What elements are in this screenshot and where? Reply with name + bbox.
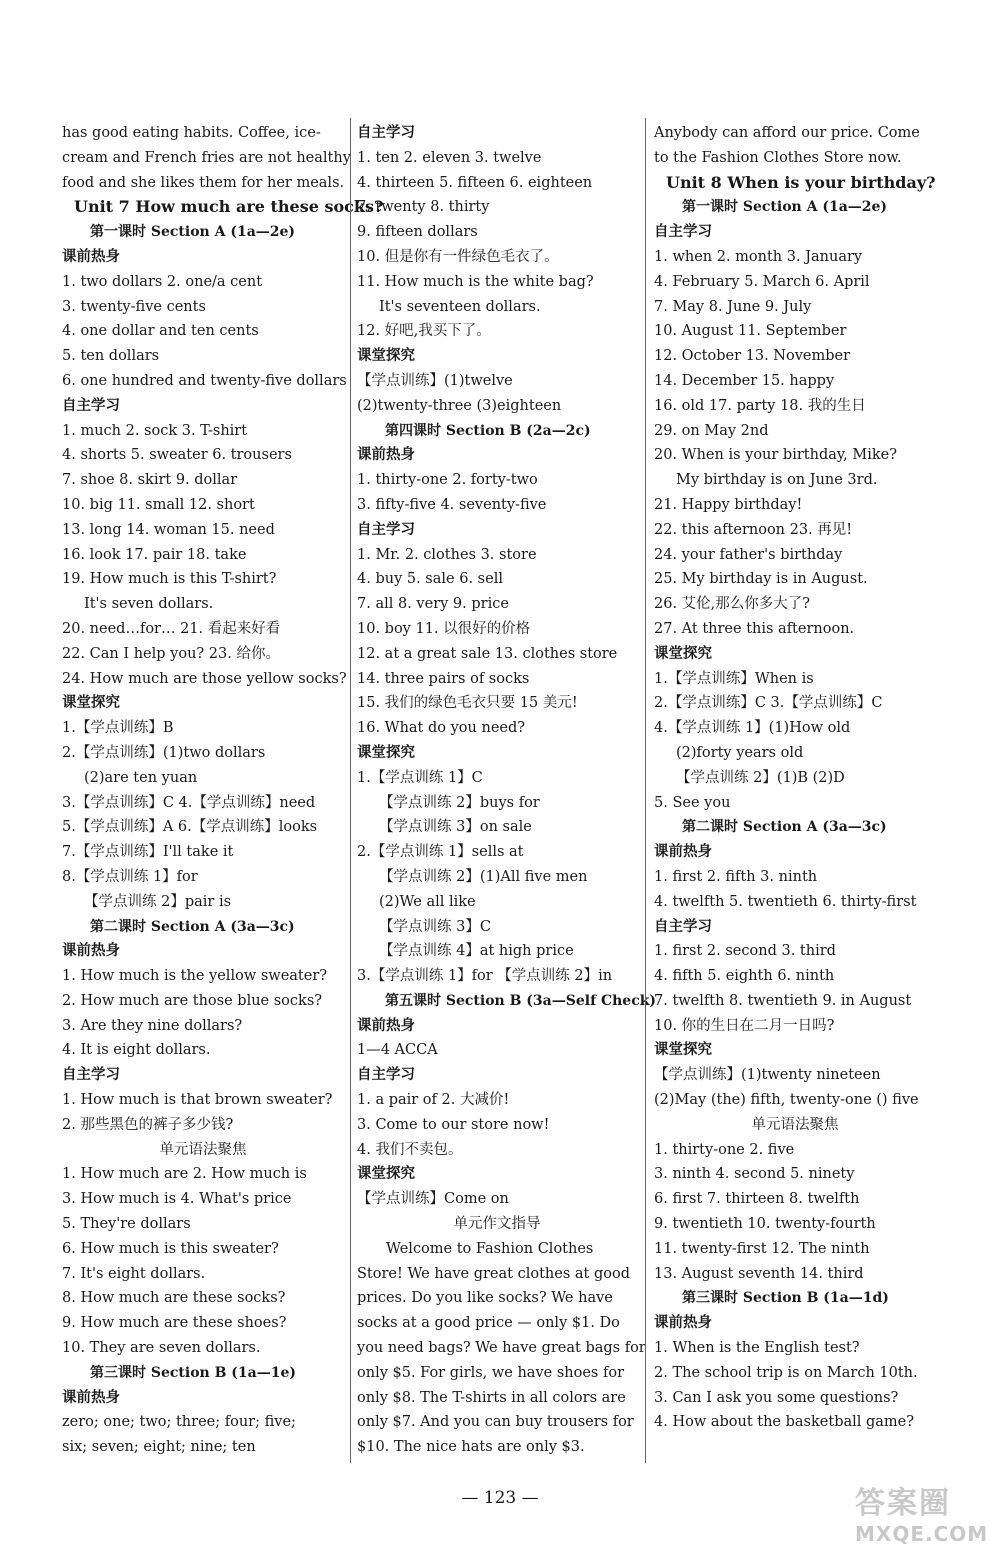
section-heading: 课前热身 (357, 446, 415, 464)
answer-line: 2. 那些黑色的裤子多少钱? (62, 1116, 234, 1133)
answer-line: (2)We all like (379, 893, 476, 910)
answer-line: 6. first 7. thirteen 8. twelfth (654, 1191, 860, 1208)
answer-line: 1. How much is the yellow sweater? (62, 968, 328, 985)
answer-line: Store! We have great clothes at good (357, 1265, 630, 1282)
answer-line: It's seventeen dollars. (379, 298, 541, 315)
section-heading: 自主学习 (654, 223, 712, 241)
answer-line: 1. two dollars 2. one/a cent (62, 273, 263, 290)
answer-line: 1. when 2. month 3. January (654, 248, 863, 265)
answer-line: 11. twenty-first 12. The ninth (654, 1240, 870, 1257)
answer-column-3 (654, 121, 936, 1435)
answer-line: 14. three pairs of socks (357, 670, 530, 687)
unit-heading: Unit 8 When is your birthday? (666, 172, 936, 192)
answer-line: 7. twelfth 8. twentieth 9. in August (654, 992, 912, 1009)
answer-line: 3.【学点训练 1】for 【学点训练 2】in (357, 968, 613, 985)
answer-line: 3.【学点训练】C 4.【学点训练】need (62, 794, 316, 811)
section-heading: 自主学习 (62, 1066, 120, 1084)
answer-line: 5. See you (654, 794, 731, 811)
column-divider (645, 118, 646, 1463)
answer-line: 1. a pair of 2. 大减价! (357, 1092, 510, 1109)
answer-line: 9. twentieth 10. twenty-fourth (654, 1216, 876, 1233)
answer-line: (2)twenty-three (3)eighteen (357, 397, 562, 414)
answer-line: 3. fifty-five 4. seventy-five (357, 496, 547, 513)
answer-line: 1—4 ACCA (357, 1042, 438, 1059)
answer-line: (2)are ten yuan (84, 769, 198, 786)
answer-line: Anybody can afford our price. Come (654, 125, 920, 141)
answer-line: 7. shoe 8. skirt 9. dollar (62, 472, 238, 489)
answer-line: 4. 我们不卖包。 (357, 1141, 463, 1158)
lesson-heading: 第二课时 Section A (3a—3c) (90, 918, 295, 935)
section-heading: 自主学习 (357, 124, 415, 141)
section-heading: 课堂探究 (357, 1165, 415, 1183)
section-heading: 课前热身 (62, 1388, 120, 1406)
answer-line: 3. twenty-five cents (62, 298, 206, 315)
answer-line: 3. How much is 4. What's price (62, 1191, 292, 1208)
answer-line: 1. ten 2. eleven 3. twelve (357, 149, 542, 166)
answer-line: 11. How much is the white bag? (357, 273, 594, 290)
answer-line: 26. 艾伦,那么你多大了? (654, 596, 811, 613)
answer-line: 22. Can I help you? 23. 给你。 (62, 645, 280, 662)
answer-line: 1. first 2. fifth 3. ninth (654, 868, 818, 885)
answer-line: 16. look 17. pair 18. take (62, 546, 247, 563)
answer-line: 2.【学点训练】C 3.【学点训练】C (654, 695, 883, 712)
answer-line: 1. thirty-one 2. five (654, 1141, 795, 1158)
answer-line: 1. thirty-one 2. forty-two (357, 472, 538, 489)
answer-line: only $7. And you can buy trousers for (357, 1414, 634, 1431)
section-heading: 课前热身 (62, 942, 120, 960)
answer-line: 4. buy 5. sale 6. sell (357, 571, 503, 588)
unit-heading: Unit 7 How much are these socks? (74, 197, 384, 217)
section-heading: 课前热身 (654, 1314, 712, 1332)
answer-line: 3. Come to our store now! (357, 1116, 550, 1133)
answer-line: 22. this afternoon 23. 再见! (654, 521, 853, 538)
answer-line: 1. Mr. 2. clothes 3. store (357, 546, 537, 563)
answer-line: has good eating habits. Coffee, ice- (62, 125, 321, 141)
answer-line: 13. long 14. woman 15. need (62, 521, 275, 538)
answer-line: 4. It is eight dollars. (62, 1042, 211, 1059)
answer-line: 2. How much are those blue socks? (62, 992, 323, 1009)
answer-line: prices. Do you like socks? We have (357, 1290, 613, 1307)
answer-line: 7.【学点训练】I'll take it (62, 844, 234, 861)
column-divider (350, 118, 351, 1463)
answer-line: 10. boy 11. 以很好的价格 (357, 620, 531, 637)
answer-line: 27. At three this afternoon. (654, 620, 855, 637)
answer-line: 6. How much is this sweater? (62, 1240, 279, 1257)
section-heading: 课堂探究 (654, 644, 712, 662)
section-heading: 自主学习 (654, 917, 712, 935)
answer-line: zero; one; two; three; four; five; (62, 1414, 296, 1431)
answer-line: 4.【学点训练 1】(1)How old (654, 720, 851, 737)
answer-line: 8. How much are these socks? (62, 1290, 286, 1307)
answer-line: 5.【学点训练】A 6.【学点训练】looks (62, 819, 318, 836)
answer-line: 3. Can I ask you some questions? (654, 1389, 899, 1406)
answer-column-1 (62, 121, 384, 1460)
section-heading: 单元作文指导 (453, 1216, 541, 1233)
answer-line: 【学点训练 2】buys for (379, 794, 540, 811)
answer-line: 12. October 13. November (654, 348, 851, 365)
answer-line: 4. shorts 5. sweater 6. trousers (62, 447, 292, 464)
answer-line: 【学点训练】Come on (357, 1191, 509, 1208)
section-heading: 自主学习 (357, 1066, 415, 1084)
section-heading: 课前热身 (654, 843, 712, 861)
answer-line: 6. one hundred and twenty-five dollars (62, 372, 347, 389)
watermark-text: 答案圈 (855, 1486, 951, 1521)
answer-line: 5. ten dollars (62, 348, 160, 365)
answer-line: 【学点训练 2】pair is (84, 893, 232, 910)
answer-line: 15. 我们的绿色毛衣只要 15 美元! (357, 695, 578, 712)
answer-line: 4. February 5. March 6. April (654, 273, 870, 290)
answer-line: 1. first 2. second 3. third (654, 943, 836, 960)
answer-line: 4. thirteen 5. fifteen 6. eighteen (357, 174, 593, 191)
answer-line: 10. big 11. small 12. short (62, 496, 255, 513)
answer-line: socks at a good price — only $1. Do (357, 1315, 620, 1332)
answer-column-2 (357, 121, 657, 1460)
answer-line: 【学点训练】(1)twenty nineteen (654, 1067, 881, 1084)
section-heading: 自主学习 (357, 520, 415, 538)
answer-line: 10. They are seven dollars. (62, 1340, 261, 1357)
answer-line: 12. at a great sale 13. clothes store (357, 645, 618, 662)
lesson-heading: 第三课时 Section B (1a—1e) (90, 1364, 297, 1381)
answer-line: 9. How much are these shoes? (62, 1315, 287, 1332)
answer-line: 1. When is the English test? (654, 1340, 860, 1357)
answer-line: 4. one dollar and ten cents (62, 323, 259, 340)
answer-line: 4. fifth 5. eighth 6. ninth (654, 968, 835, 985)
answer-line: 7. all 8. very 9. price (357, 596, 509, 613)
answer-line: 7. May 8. June 9. July (654, 298, 812, 315)
answer-line: 20. need…for… 21. 看起来好看 (62, 620, 281, 637)
answer-line: cream and French fries are not healthy (62, 149, 351, 166)
lesson-heading: 第四课时 Section B (2a—2c) (385, 422, 591, 439)
answer-line: 2.【学点训练】(1)two dollars (62, 744, 266, 761)
answer-line: 16. What do you need? (357, 720, 526, 737)
watermark-url: MXQE.COM (855, 1522, 989, 1546)
section-heading: 课堂探究 (62, 694, 120, 712)
answer-line: 【学点训练】(1)twelve (357, 372, 513, 389)
answer-line: 9. fifteen dollars (357, 224, 478, 241)
answer-line: 3. ninth 4. second 5. ninety (654, 1166, 855, 1183)
answer-line: 7. twenty 8. thirty (357, 199, 490, 216)
section-heading: 课堂探究 (357, 347, 415, 365)
section-heading: 课堂探究 (357, 743, 415, 761)
answer-line: 25. My birthday is in August. (654, 571, 868, 588)
lesson-heading: 第五课时 Section B (3a—Self Check) (385, 992, 657, 1009)
lesson-heading: 第一课时 Section A (1a—2e) (90, 224, 296, 241)
section-heading: 单元语法聚焦 (751, 1116, 839, 1133)
answer-line: 24. your father's birthday (654, 546, 843, 563)
answer-line: Welcome to Fashion Clothes (386, 1240, 594, 1257)
answer-line: $10. The nice hats are only $3. (357, 1439, 585, 1456)
section-heading: 自主学习 (62, 396, 120, 414)
answer-line: six; seven; eight; nine; ten (62, 1439, 256, 1456)
answer-line: (2)forty years old (676, 744, 804, 761)
answer-line: 【学点训练 2】(1)All five men (379, 868, 588, 885)
answer-line: 19. How much is this T-shirt? (62, 571, 277, 588)
answer-line: 1.【学点训练 1】C (357, 769, 483, 786)
answer-line: 1.【学点训练】B (62, 720, 174, 737)
answer-line: 7. It's eight dollars. (62, 1265, 206, 1282)
answer-line: 1. much 2. sock 3. T-shirt (62, 422, 248, 439)
answer-line: 4. How about the basketball game? (654, 1414, 915, 1431)
answer-line: 24. How much are those yellow socks? (62, 670, 347, 687)
answer-line: (2)May (the) fifth, twenty-one () five (654, 1092, 919, 1109)
answer-line: 3. Are they nine dollars? (62, 1017, 243, 1034)
answer-line: My birthday is on June 3rd. (676, 472, 878, 489)
answer-line: food and she likes them for her meals. (62, 174, 345, 191)
answer-line: 1.【学点训练】When is (654, 670, 814, 687)
answer-line: 20. When is your birthday, Mike? (654, 447, 897, 464)
section-heading: 课前热身 (62, 247, 120, 265)
answer-line: 1. How much is that brown sweater? (62, 1092, 333, 1109)
answer-line: 【学点训练 3】C (379, 918, 491, 935)
answer-line: to the Fashion Clothes Store now. (654, 149, 902, 166)
answer-line: only $8. The T-shirts in all colors are (357, 1389, 626, 1406)
lesson-heading: 第一课时 Section A (1a—2e) (682, 199, 888, 216)
answer-line: 2. The school trip is on March 10th. (654, 1364, 918, 1381)
watermark-logo (855, 1478, 995, 1552)
answer-line: It's seven dollars. (84, 596, 214, 613)
page-number: — 123 — (461, 1488, 539, 1508)
section-heading: 课前热身 (357, 1016, 415, 1034)
answer-line: 12. 好吧,我买下了。 (357, 323, 491, 340)
answer-line: 5. They're dollars (62, 1216, 191, 1233)
lesson-heading: 第二课时 Section A (3a—3c) (682, 819, 887, 836)
answer-line: 13. August seventh 14. third (654, 1265, 864, 1282)
answer-line: 29. on May 2nd (654, 422, 769, 439)
answer-line: 1. How much are 2. How much is (62, 1166, 307, 1183)
lesson-heading: 第三课时 Section B (1a—1d) (682, 1290, 889, 1307)
answer-line: 14. December 15. happy (654, 372, 835, 389)
answer-line: 21. Happy birthday! (654, 496, 803, 513)
answer-line: 10. 但是你有一件绿色毛衣了。 (357, 248, 559, 265)
answer-line: you need bags? We have great bags for (357, 1340, 646, 1357)
section-heading: 单元语法聚焦 (159, 1141, 247, 1158)
answer-line: 16. old 17. party 18. 我的生日 (654, 397, 866, 414)
answer-line: 【学点训练 2】(1)B (2)D (676, 769, 845, 786)
answer-line: 10. 你的生日在二月一日吗? (654, 1017, 835, 1034)
answer-line: 2.【学点训练 1】sells at (357, 844, 524, 861)
answer-line: 8.【学点训练 1】for (62, 868, 198, 885)
answer-line: 10. August 11. September (654, 323, 847, 340)
answer-line: 【学点训练 4】at high price (379, 943, 574, 960)
answer-line: 4. twelfth 5. twentieth 6. thirty-first (654, 893, 917, 910)
answer-line: only $5. For girls, we have shoes for (357, 1364, 624, 1381)
section-heading: 课堂探究 (654, 1041, 712, 1059)
answer-line: 【学点训练 3】on sale (379, 819, 532, 836)
